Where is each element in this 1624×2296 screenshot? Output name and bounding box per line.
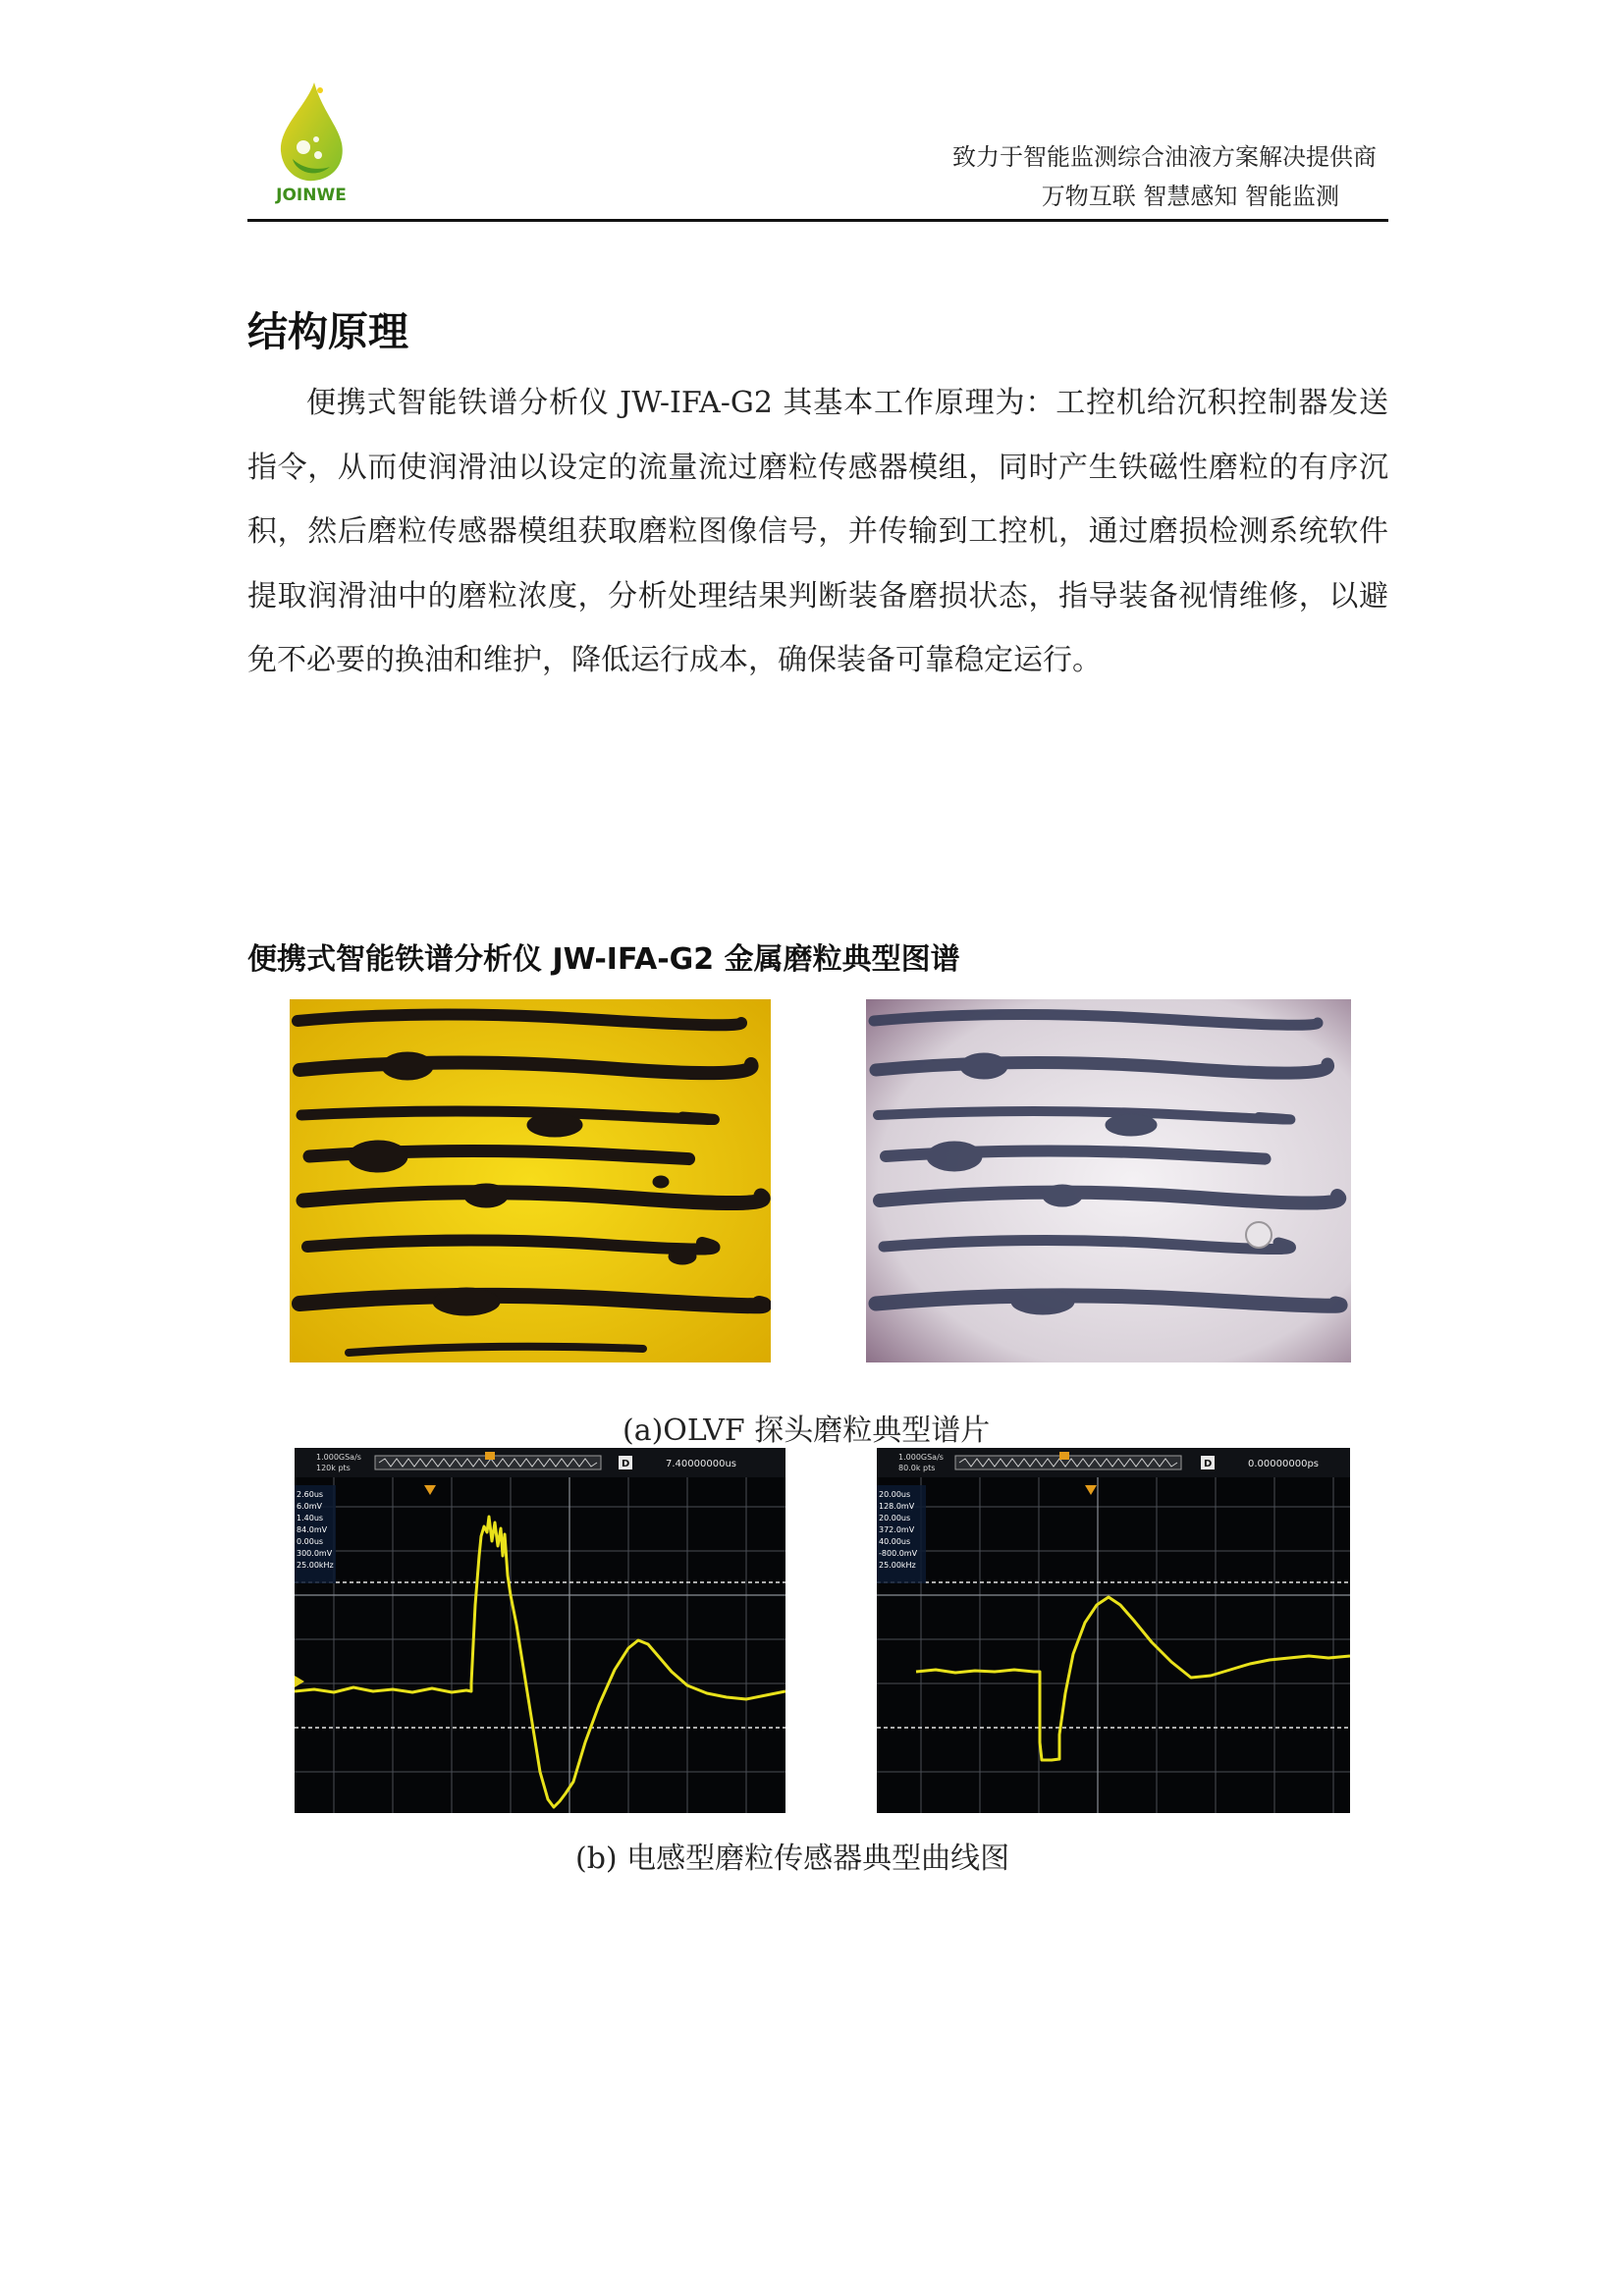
- oscilloscope-photo-left: [295, 1448, 785, 1813]
- ferrogram-photo-white: [866, 999, 1351, 1362]
- scope-left-points: 120k pts: [316, 1464, 351, 1472]
- oscilloscope-photo-right: [877, 1448, 1350, 1813]
- scope-right-delay: 0.00000000ps: [1248, 1459, 1319, 1469]
- caption-oscilloscope: (b) 电感型磨粒传感器典型曲线图: [575, 1842, 1010, 1876]
- scope-right-readout-0: 20.00us: [879, 1490, 911, 1499]
- scope-right-readout-1: 128.0mV: [879, 1502, 915, 1511]
- header-tagline: 致力于智能监测综合油液方案解决提供商: [952, 143, 1377, 171]
- caption-ferrogram: (a)OLVF 探头磨粒典型谱片: [623, 1414, 991, 1448]
- section-title: 结构原理: [247, 308, 408, 355]
- header-divider: [247, 219, 1388, 222]
- scope-right-readout-6: 25.00kHz: [879, 1561, 916, 1570]
- scope-right-delay-label: D: [1204, 1459, 1213, 1469]
- scope-left-sample-rate: 1.000GSa/s: [316, 1453, 361, 1462]
- scope-left-readout-0: 2.60us: [297, 1490, 324, 1499]
- scope-right-readout-4: 40.00us: [879, 1537, 911, 1546]
- figure-heading: 便携式智能铁谱分析仪 JW-IFA-G2 金属磨粒典型图谱: [247, 942, 960, 977]
- scope-left-readout-5: 300.0mV: [297, 1549, 333, 1558]
- header-slogan: 万物互联 智慧感知 智能监测: [1041, 183, 1339, 210]
- joinwe-logo: [257, 77, 365, 204]
- scope-right-points: 80.0k pts: [898, 1464, 936, 1472]
- section-paragraph: 便携式智能铁谱分析仪 JW-IFA-G2 其基本工作原理为：工控机给沉积控制器发送指令，从而使润滑油以设定的流量流过磨粒传感器模组，同时产生铁磁性磨粒的有序沉积，然后磨粒传感器模组获取磨粒图像信号，并传输到工控机，通过磨损检测系统软件提取润滑油中的磨粒浓度，分析处理结果判断装备磨损状态，指导装备视情维修，以避免不必要的换油和维护，降低运行成本，确保装备可靠稳定运行。: [247, 386, 1388, 677]
- scope-left-readout-2: 1.40us: [297, 1514, 324, 1522]
- scope-left-readout-1: 6.0mV: [297, 1502, 322, 1511]
- logo-text: JOINWE: [276, 186, 347, 204]
- scope-left-readout-6: 25.00kHz: [297, 1561, 334, 1570]
- scope-left-delay-label: D: [622, 1459, 630, 1469]
- scope-right-readout-5: -800.0mV: [879, 1549, 918, 1558]
- scope-left-delay: 7.40000000us: [666, 1459, 736, 1469]
- scope-right-readout-3: 372.0mV: [879, 1525, 915, 1534]
- scope-left-readout-4: 0.00us: [297, 1537, 324, 1546]
- scope-left-readout-3: 84.0mV: [297, 1525, 328, 1534]
- ferrogram-photo-yellow: [290, 999, 771, 1362]
- scope-right-sample-rate: 1.000GSa/s: [898, 1453, 944, 1462]
- scope-right-readout-2: 20.00us: [879, 1514, 911, 1522]
